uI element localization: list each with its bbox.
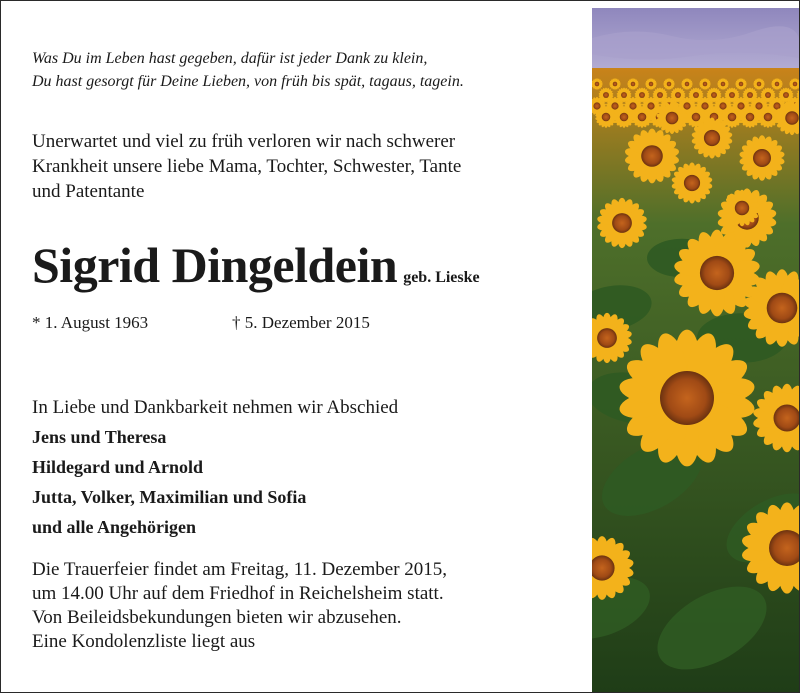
death-date: † 5. Dezember 2015	[232, 313, 370, 332]
verse-line: Du hast gesorgt für Deine Lieben, von früh bis spät, tagaus, tagein.	[32, 73, 464, 90]
verse-line: Was Du im Leben hast gegeben, dafür ist jeder Dank zu klein,	[32, 50, 428, 67]
funeral-service-info	[32, 558, 447, 654]
service-line: um 14.00 Uhr auf dem Friedhof in Reichelsheim statt.	[32, 583, 444, 604]
sunflower-field-image	[592, 8, 799, 692]
birth-date: * 1. August 1963	[32, 313, 149, 332]
announcement-line: und Patentante	[32, 181, 145, 202]
farewell-section	[32, 393, 398, 542]
mourner-name: und alle Angehörigen	[32, 517, 197, 537]
mourner-name: Jens und Theresa	[32, 427, 167, 447]
service-line: Die Trauerfeier findet am Freitag, 11. Dezember 2015,	[32, 559, 448, 580]
announcement-text	[32, 129, 461, 204]
announcement-line: Unerwartet und viel zu früh verloren wir nach schwerer	[32, 131, 456, 152]
mourner-name: Jutta, Volker, Maximilian und Sofia	[32, 487, 307, 507]
deceased-name-row	[32, 235, 480, 295]
farewell-intro: In Liebe und Dankbarkeit nehmen wir Abschied	[32, 397, 399, 418]
service-line: Eine Kondolenzliste liegt aus	[32, 631, 256, 652]
deceased-name: Sigrid Dingeldein	[32, 237, 398, 293]
maiden-name: geb. Lieske	[403, 269, 480, 286]
service-line: Von Beileidsbekundungen bieten wir abzusehen.	[32, 607, 402, 628]
announcement-line: Krankheit unsere liebe Mama, Tochter, Schwester, Tante	[32, 156, 462, 177]
memorial-verse	[32, 47, 464, 93]
mourner-name: Hildegard und Arnold	[32, 457, 204, 477]
